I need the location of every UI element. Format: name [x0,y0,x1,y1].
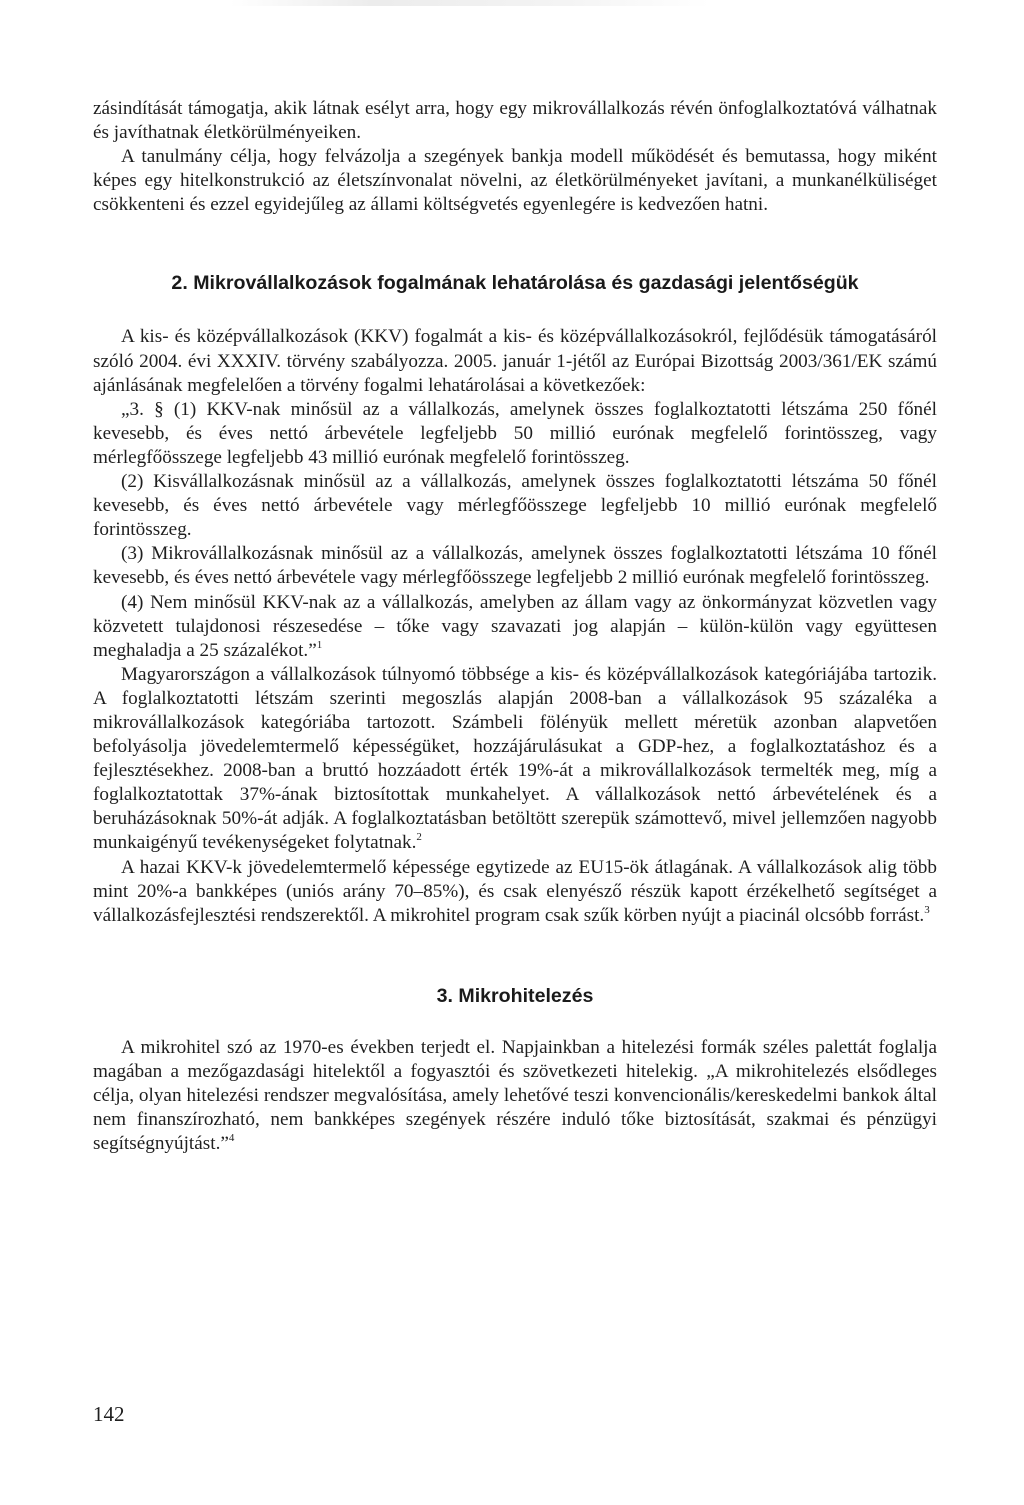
section-3-paragraph [93,1036,937,1156]
section-2-paragraph: A kis- és középvállalkozások (KKV) fogalmát a kis- és középvállalkozásokról, fejlődésük támogatásáról szóló 2004. évi XXXIV. törvény szabályozza. 2005. január 1-jétől az Európai Bizottság 2003/361/EK számú ajánlásának megfelelően a törvény fogalmi lehatárolásai a következőek: [93,326,937,396]
law-quote-paragraph-2: (2) Kisvállalkozásnak minősül az a vállalkozás, amelynek összes foglalkoztatotti létszáma 50 főnél kevesebb, és éves nettó árbevétele vagy mérlegfőösszege legfeljebb 10 millió eurónak megfelelő forintösszeg. [93,471,937,541]
section-2-heading: 2. Mikrovállalkozások fogalmának lehatárolása és gazdasági jelentőségük [171,272,859,295]
intro-paragraph-aim: A tanulmány célja, hogy felvázolja a szegények bankja modell működését és bemutassa, hogy miként képes egy hitelkonstrukció az életszínvonalat növelni, az életkörülményeket javítani, a munkanélküliséget csökkenteni és ezzel egyidejűleg az állami költségvetés egyenlegére is kedvezően hatni. [93,146,937,216]
footnote-ref: 2 [416,831,422,844]
section-2-paragraph [93,856,937,928]
hungary-sme-text: Magyarországon a vállalkozások túlnyomó többsége a kis- és középvállalkozások kategóriájába tartozik. A foglalkoztatotti létszám szerinti megoszlás alapján 2008-ban a vállalkozások 95 százaléka a mikrovállalkozások kategóriába tartozott. Számbeli fölényük mellett méretük azonban alapvetően befolyásolja jövedelemtermelő képességüket, hozzájárulásukat a GDP-hez, a foglalkoztatáshoz és a fejlesztésekhez. 2008-ban a bruttó hozzáadott érték 19%-át a mikrovállalkozások termelték meg, míg a foglalkoztatottak 37%-ának biztosítottak munkahelyet. A vállalkozások nettó árbevételének és a beruházásoknak 50%-át adják. A foglalkoztatásban betöltött szerepük számottevő, mivel jellemzően nagyobb munkaigényű tevékenységeket folytatnak. [93,663,937,854]
law-quote-paragraph-4 [93,591,937,663]
section-2-paragraph [93,663,937,856]
page-number: 142 [93,1402,125,1426]
footnote-ref: 4 [228,1132,235,1145]
law-quote-paragraph-1: „3. § (1) KKV-nak minősül az a vállalkozás, amelynek összes foglalkoztatotti létszáma 250 főnél kevesebb, és éves nettó árbevétele legfeljebb 50 millió eurónak megfelelő forintösszeg, vagy mérlegfőösszege legfeljebb 43 millió eurónak megfelelő forintösszeg. [93,398,937,468]
law-quote-paragraph-3: (3) Mikrovállalkozásnak minősül az a vállalkozás, amelynek összes foglalkoztatotti létszáma 10 főnél kevesebb, és éves nettó árbevétele vagy mérlegfőösszege legfeljebb 2 millió eurónak megfelelő forintösszeg. [93,543,937,589]
intro-paragraph-continuation: zásindítását támogatja, akik látnak esélyt arra, hogy egy mikrovállalkozás révén önfoglalkoztatóvá válhatnak és javíthatnak életkörülményeiken. [93,98,937,144]
domestic-sme-text: A hazai KKV-k jövedelemtermelő képessége egytizede az EU15-ök átlagának. A vállalkozások alig több mint 20%-a bankképes (uniós arány 70–85%), és csak elenyésző részük kapott érzékelhető segítséget a vállalkozásfejlesztési rendszerektől. A mikrohitel program csak szűk körben nyújt a piacinál olcsóbb forrást. [93,856,937,926]
footnote-ref: 1 [316,638,323,651]
law-quote-paragraph-4-text: (4) Nem minősül KKV-nak az a vállalkozás, amelyben az állam vagy az önkormányzat közvetlen vagy közvetett tulajdonosi részesedése – tőke vagy szavazati jog alapján – külön-külön vagy együttesen meghaladja a 25 százalékot.” [93,591,937,661]
scan-artifact [230,0,710,6]
document-body [93,97,937,1156]
footnote-ref: 3 [924,903,930,916]
microcredit-text: A mikrohitel szó az 1970-es években terjedt el. Napjainkban a hitelezési formák széles palettát foglalja magában a mezőgazdasági hitelektől a fogyasztói és szövetkezeti hitelekig. „A mikrohitelezés elsődleges célja, olyan hitelezési rendszer megvalósítása, amely lehetővé teszi konvencionális/kereskedelmi bankok által nem finanszírozható, nem bankképes szegények részére induló tőke biztosítását, szakmai és pénzügyi segítségnyújtást.” [93,1036,937,1155]
section-3-heading: 3. Mikrohitelezés [436,984,594,1007]
